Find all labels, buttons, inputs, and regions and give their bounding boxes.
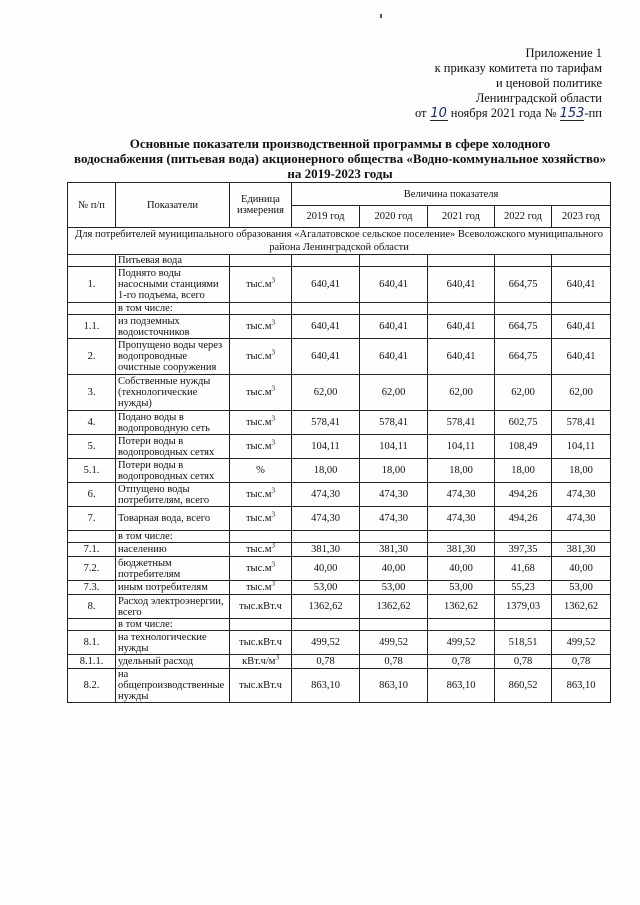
row-indicator: иным потребителям: [116, 581, 230, 595]
row-index: 8.: [68, 595, 116, 619]
row-index: 8.2.: [68, 669, 116, 703]
value-2019: 104,11: [292, 435, 360, 459]
empty-cell: [552, 619, 611, 631]
row-index: 2.: [68, 339, 116, 375]
empty-cell: [360, 619, 428, 631]
value-2023: 104,11: [552, 435, 611, 459]
row-index: 8.1.: [68, 631, 116, 655]
row-index: 5.1.: [68, 459, 116, 483]
value-2022: 41,68: [495, 557, 552, 581]
value-2020: 640,41: [360, 267, 428, 303]
unit-superscript: 3: [271, 276, 276, 285]
title-line-2: водоснабжения (питьевая вода) акционерного общества «Водно-коммунальное хозяйство»: [74, 151, 606, 166]
empty-cell: [230, 619, 292, 631]
table-row: [68, 595, 611, 619]
value-2020: 1362,62: [360, 595, 428, 619]
appendix-line-2: к приказу комитета по тарифам: [434, 61, 602, 75]
value-2020: 381,30: [360, 543, 428, 557]
empty-cell: [68, 531, 116, 543]
scan-speck: [380, 14, 382, 18]
unit-base: тыс.кВт.ч: [239, 680, 282, 691]
value-2019: 578,41: [292, 411, 360, 435]
value-2020: 474,30: [360, 507, 428, 531]
value-2021: 640,41: [428, 339, 495, 375]
row-unit: [230, 543, 292, 557]
table-row: [68, 411, 611, 435]
row-unit: [230, 507, 292, 531]
header-value-group: Величина показателя: [292, 183, 611, 206]
value-2022: 494,26: [495, 507, 552, 531]
table-row: [68, 543, 611, 557]
row-index: 1.: [68, 267, 116, 303]
row-label: в том числе:: [116, 619, 230, 631]
value-2022: 1379,03: [495, 595, 552, 619]
table-row: [68, 507, 611, 531]
table-row: [68, 669, 611, 703]
row-index: 7.: [68, 507, 116, 531]
unit-superscript: 3: [275, 653, 279, 662]
unit-base: тыс.м: [245, 563, 272, 574]
value-2021: 863,10: [428, 669, 495, 703]
value-2022: 55,23: [495, 581, 552, 595]
unit-base: тыс.м: [245, 441, 272, 452]
value-2022: 494,26: [495, 483, 552, 507]
table-row: [68, 631, 611, 655]
empty-cell: [68, 255, 116, 267]
value-2023: 474,30: [552, 483, 611, 507]
value-2019: 18,00: [292, 459, 360, 483]
value-2021: 0,78: [428, 655, 495, 669]
row-indicator: на общепроизводственные нужды: [116, 669, 230, 703]
value-2020: 40,00: [360, 557, 428, 581]
unit-base: тыс.м: [245, 544, 272, 555]
value-2020: 474,30: [360, 483, 428, 507]
subheading: Питьевая вода: [116, 255, 230, 267]
value-2020: 0,78: [360, 655, 428, 669]
empty-cell: [68, 303, 116, 315]
row-label: в том числе:: [116, 531, 230, 543]
empty-cell: [292, 531, 360, 543]
value-2020: 104,11: [360, 435, 428, 459]
value-2022: 108,49: [495, 435, 552, 459]
row-unit: [230, 459, 292, 483]
order-reference: [415, 106, 602, 121]
row-unit: [230, 581, 292, 595]
empty-cell: [552, 255, 611, 267]
value-2023: 640,41: [552, 267, 611, 303]
empty-cell: [552, 531, 611, 543]
value-2020: 578,41: [360, 411, 428, 435]
row-indicator: из подземных водоисточников: [116, 315, 230, 339]
header-unit: Единица измерения: [230, 183, 292, 228]
unit-base: тыс.м: [245, 279, 272, 290]
value-2023: 863,10: [552, 669, 611, 703]
row-indicator: Потери воды в водопроводных сетях: [116, 459, 230, 483]
unit-base: тыс.м: [245, 321, 272, 332]
row-index: 8.1.1.: [68, 655, 116, 669]
empty-cell: [292, 303, 360, 315]
row-index: 5.: [68, 435, 116, 459]
value-2022: 860,52: [495, 669, 552, 703]
value-2020: 640,41: [360, 315, 428, 339]
unit-superscript: 3: [271, 560, 276, 569]
header-year-2021: 2021 год: [428, 206, 495, 228]
unit-superscript: 3: [271, 384, 276, 393]
value-2023: 578,41: [552, 411, 611, 435]
table-row: [68, 483, 611, 507]
unit-base: тыс.м: [245, 417, 272, 428]
value-2020: 18,00: [360, 459, 428, 483]
unit-superscript: 3: [271, 414, 276, 423]
order-suffix: -пп: [584, 106, 602, 120]
unit-base: тыс.м: [245, 489, 272, 500]
value-2021: 104,11: [428, 435, 495, 459]
value-2019: 863,10: [292, 669, 360, 703]
value-2019: 474,30: [292, 483, 360, 507]
row-indicator: населению: [116, 543, 230, 557]
value-2019: 40,00: [292, 557, 360, 581]
value-2019: 640,41: [292, 339, 360, 375]
table-subrow-label: [68, 531, 611, 543]
table-subrow-label: [68, 303, 611, 315]
row-indicator: Пропущено воды через водопроводные очистные сооружения: [116, 339, 230, 375]
table-row: [68, 655, 611, 669]
unit-superscript: 3: [271, 486, 276, 495]
section-heading: Для потребителей муниципального образования «Агалатовское сельское поселение» Всеволожского муниципального района Ленинградской области: [68, 228, 611, 255]
value-2019: 1362,62: [292, 595, 360, 619]
value-2023: 474,30: [552, 507, 611, 531]
empty-cell: [495, 303, 552, 315]
row-index: 7.2.: [68, 557, 116, 581]
header-year-2022: 2022 год: [495, 206, 552, 228]
order-number: 153: [559, 106, 585, 121]
row-indicator: Отпущено воды потребителям, всего: [116, 483, 230, 507]
value-2023: 499,52: [552, 631, 611, 655]
row-indicator: Товарная вода, всего: [116, 507, 230, 531]
value-2019: 0,78: [292, 655, 360, 669]
row-index: 6.: [68, 483, 116, 507]
unit-base: тыс.м: [245, 582, 272, 593]
table-row: [68, 581, 611, 595]
value-2021: 640,41: [428, 315, 495, 339]
row-indicator: удельный расход: [116, 655, 230, 669]
table-row: [68, 267, 611, 303]
value-2019: 499,52: [292, 631, 360, 655]
title-line-1: Основные показатели производственной программы в сфере холодного: [129, 136, 551, 151]
header-indicator: Показатели: [116, 183, 230, 228]
value-2022: 664,75: [495, 339, 552, 375]
table-row: [68, 339, 611, 375]
value-2022: 664,75: [495, 315, 552, 339]
unit-base: тыс.м: [245, 513, 272, 524]
value-2021: 18,00: [428, 459, 495, 483]
unit-superscript: 3: [271, 510, 276, 519]
value-2021: 578,41: [428, 411, 495, 435]
value-2021: 499,52: [428, 631, 495, 655]
empty-cell: [230, 303, 292, 315]
header-year-2020: 2020 год: [360, 206, 428, 228]
unit-superscript: 3: [271, 579, 276, 588]
appendix-line-1: Приложение 1: [525, 46, 602, 60]
row-indicator: бюджетным потребителям: [116, 557, 230, 581]
value-2023: 18,00: [552, 459, 611, 483]
empty-cell: [495, 255, 552, 267]
unit-superscript: 3: [271, 541, 276, 550]
unit-superscript: 3: [271, 348, 276, 357]
row-unit: [230, 267, 292, 303]
row-indicator: Расход электроэнергии, всего: [116, 595, 230, 619]
row-unit: [230, 669, 292, 703]
row-unit: [230, 631, 292, 655]
order-middle: ноября 2021 года №: [450, 106, 557, 120]
row-unit: [230, 557, 292, 581]
table-row: [68, 375, 611, 411]
value-2023: 1362,62: [552, 595, 611, 619]
empty-cell: [428, 619, 495, 631]
unit-base: тыс.м: [245, 351, 272, 362]
value-2019: 640,41: [292, 267, 360, 303]
empty-cell: [68, 619, 116, 631]
unit-base: тыс.кВт.ч: [239, 601, 282, 612]
empty-cell: [428, 255, 495, 267]
value-2019: 53,00: [292, 581, 360, 595]
value-2021: 474,30: [428, 507, 495, 531]
row-index: 1.1.: [68, 315, 116, 339]
empty-cell: [552, 303, 611, 315]
value-2022: 518,51: [495, 631, 552, 655]
unit-superscript: 3: [271, 438, 276, 447]
empty-cell: [428, 531, 495, 543]
row-index: 7.1.: [68, 543, 116, 557]
header-index: № п/п: [68, 183, 116, 228]
empty-cell: [495, 531, 552, 543]
value-2020: 53,00: [360, 581, 428, 595]
empty-cell: [230, 255, 292, 267]
value-2019: 640,41: [292, 315, 360, 339]
unit-base: тыс.кВт.ч: [239, 637, 282, 648]
unit-superscript: 3: [271, 318, 276, 327]
unit-base: тыс.м: [245, 387, 272, 398]
value-2021: 53,00: [428, 581, 495, 595]
empty-cell: [428, 303, 495, 315]
value-2021: 381,30: [428, 543, 495, 557]
value-2019: 474,30: [292, 507, 360, 531]
row-indicator: Подано воды в водопроводную сеть: [116, 411, 230, 435]
appendix-line-3: и ценовой политике: [495, 76, 602, 90]
value-2019: 62,00: [292, 375, 360, 411]
row-unit: [230, 411, 292, 435]
table-row: [68, 315, 611, 339]
empty-cell: [495, 619, 552, 631]
value-2021: 62,00: [428, 375, 495, 411]
value-2023: 640,41: [552, 315, 611, 339]
value-2020: 62,00: [360, 375, 428, 411]
row-index: 7.3.: [68, 581, 116, 595]
order-day: 10: [430, 106, 447, 121]
table-row: [68, 557, 611, 581]
header-year-2019: 2019 год: [292, 206, 360, 228]
value-2023: 53,00: [552, 581, 611, 595]
value-2020: 499,52: [360, 631, 428, 655]
empty-cell: [230, 531, 292, 543]
value-2023: 381,30: [552, 543, 611, 557]
order-prefix: от: [414, 106, 427, 120]
appendix-block: [415, 46, 602, 121]
row-index: 3.: [68, 375, 116, 411]
row-unit: [230, 595, 292, 619]
unit-base: %: [256, 465, 265, 476]
value-2021: 640,41: [428, 267, 495, 303]
row-unit: [230, 483, 292, 507]
value-2022: 397,35: [495, 543, 552, 557]
table-subrow-label: [68, 619, 611, 631]
appendix-line-4: Ленинградской области: [475, 91, 602, 105]
value-2023: 62,00: [552, 375, 611, 411]
row-label: в том числе:: [116, 303, 230, 315]
empty-cell: [360, 255, 428, 267]
table-row: [68, 435, 611, 459]
value-2020: 863,10: [360, 669, 428, 703]
row-indicator: Поднято воды насосными станциями 1-го подъема, всего: [116, 267, 230, 303]
value-2021: 40,00: [428, 557, 495, 581]
value-2020: 640,41: [360, 339, 428, 375]
title-line-3: на 2019-2023 годы: [287, 166, 393, 181]
row-indicator: Потери воды в водопроводных сетях: [116, 435, 230, 459]
table-row: [68, 459, 611, 483]
indicators-table: [67, 182, 611, 703]
row-unit: [230, 315, 292, 339]
row-indicator: на технологические нужды: [116, 631, 230, 655]
empty-cell: [292, 619, 360, 631]
value-2022: 0,78: [495, 655, 552, 669]
value-2022: 62,00: [495, 375, 552, 411]
value-2022: 602,75: [495, 411, 552, 435]
row-unit: [230, 435, 292, 459]
value-2023: 40,00: [552, 557, 611, 581]
row-indicator: Собственные нужды (технологические нужды): [116, 375, 230, 411]
empty-cell: [360, 303, 428, 315]
row-index: 4.: [68, 411, 116, 435]
value-2022: 18,00: [495, 459, 552, 483]
value-2023: 640,41: [552, 339, 611, 375]
empty-cell: [292, 255, 360, 267]
value-2023: 0,78: [552, 655, 611, 669]
unit-base: кВт.ч/м: [242, 656, 276, 667]
row-unit: [230, 339, 292, 375]
value-2021: 474,30: [428, 483, 495, 507]
header-year-2023: 2023 год: [552, 206, 611, 228]
value-2019: 381,30: [292, 543, 360, 557]
value-2022: 664,75: [495, 267, 552, 303]
row-unit: [230, 375, 292, 411]
empty-cell: [360, 531, 428, 543]
value-2021: 1362,62: [428, 595, 495, 619]
document-title: [60, 136, 620, 181]
row-unit: [230, 655, 292, 669]
